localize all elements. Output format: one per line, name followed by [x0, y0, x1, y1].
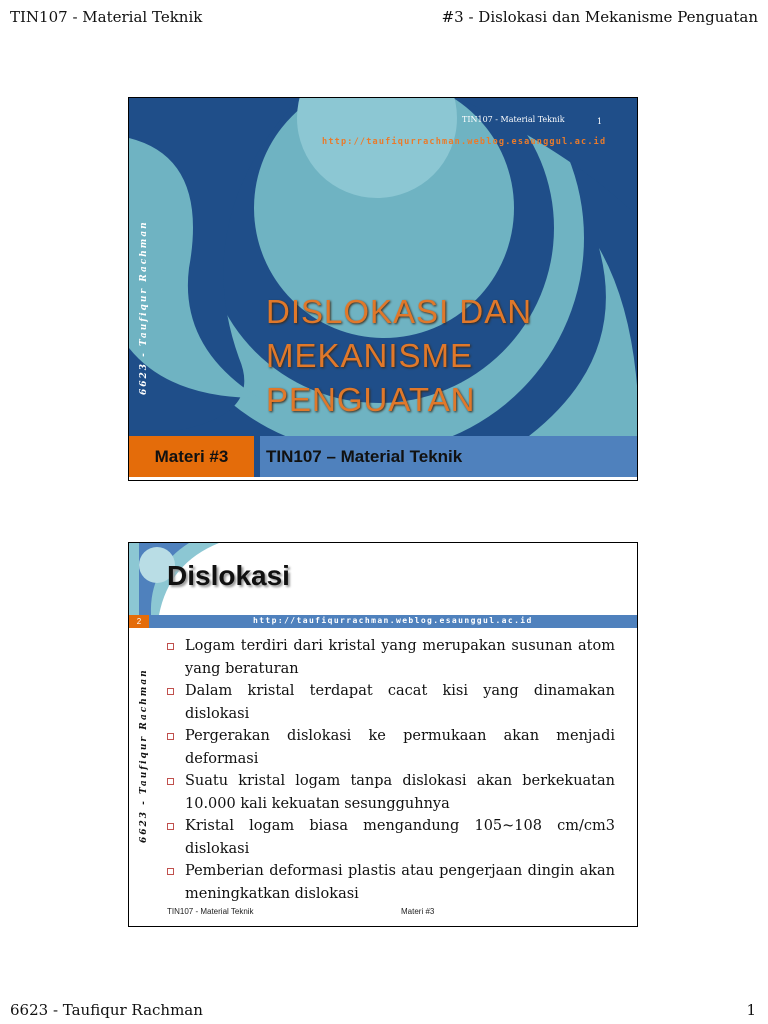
slide-1-title — [266, 290, 626, 422]
slide-1 — [128, 97, 638, 481]
slide-1-url: http://taufiqurrachman.weblog.esaunggul.ac.id — [322, 137, 607, 147]
slide-2-footer-course: TIN107 - Material Teknik — [167, 907, 254, 916]
list-item: Suatu kristal logam tanpa dislokasi akan berkekuatan 10.000 kali kekuatan sesungguhnya — [167, 770, 615, 815]
slide-2 — [128, 542, 638, 927]
course-bar: TIN107 – Material Teknik — [260, 436, 638, 477]
square-bullet-icon — [167, 688, 174, 695]
page-footer-left: 6623 - Taufiqur Rachman — [10, 1001, 203, 1019]
page-header-right: #3 - Dislokasi dan Mekanisme Penguatan — [441, 8, 758, 26]
square-bullet-icon — [167, 868, 174, 875]
slide-1-title-line-3: PENGUATAN — [266, 381, 476, 418]
slide-2-footer-materi: Materi #3 — [401, 907, 435, 916]
list-item: Logam terdiri dari kristal yang merupakan susunan atom yang beraturan — [167, 635, 615, 680]
slide-1-number: 1 — [597, 117, 603, 126]
slide-2-title: Dislokasi — [167, 560, 290, 591]
square-bullet-icon — [167, 643, 174, 650]
slide-2-number: 2 — [129, 615, 149, 628]
slide-1-course-label: TIN107 - Material Teknik — [462, 115, 565, 124]
slide-2-url: http://taufiqurrachman.weblog.esaunggul.ac.id — [253, 616, 533, 625]
slide-2-bullet-list — [167, 635, 615, 905]
square-bullet-icon — [167, 778, 174, 785]
slide-2-author-vertical: 6623 - Taufiqur Rachman — [139, 668, 149, 843]
slide-1-author-vertical: 6623 - Taufiqur Rachman — [139, 220, 149, 395]
list-item: Dalam kristal terdapat cacat kisi yang dinamakan dislokasi — [167, 680, 615, 725]
slide-1-bottom-strip — [129, 477, 638, 481]
list-item: Kristal logam biasa mengandung 105~108 cm/cm3 dislokasi — [167, 815, 615, 860]
square-bullet-icon — [167, 733, 174, 740]
list-item: Pemberian deformasi plastis atau pengerjaan dingin akan meningkatkan dislokasi — [167, 860, 615, 905]
list-item: Pergerakan dislokasi ke permukaan akan menjadi deformasi — [167, 725, 615, 770]
materi-badge: Materi #3 — [129, 436, 254, 477]
square-bullet-icon — [167, 823, 174, 830]
slide-1-title-line-1: DISLOKASI DAN — [266, 293, 533, 330]
page-number: 1 — [746, 1001, 756, 1019]
page-header-left: TIN107 - Material Teknik — [10, 8, 203, 26]
slide-1-title-line-2: MEKANISME — [266, 337, 474, 374]
